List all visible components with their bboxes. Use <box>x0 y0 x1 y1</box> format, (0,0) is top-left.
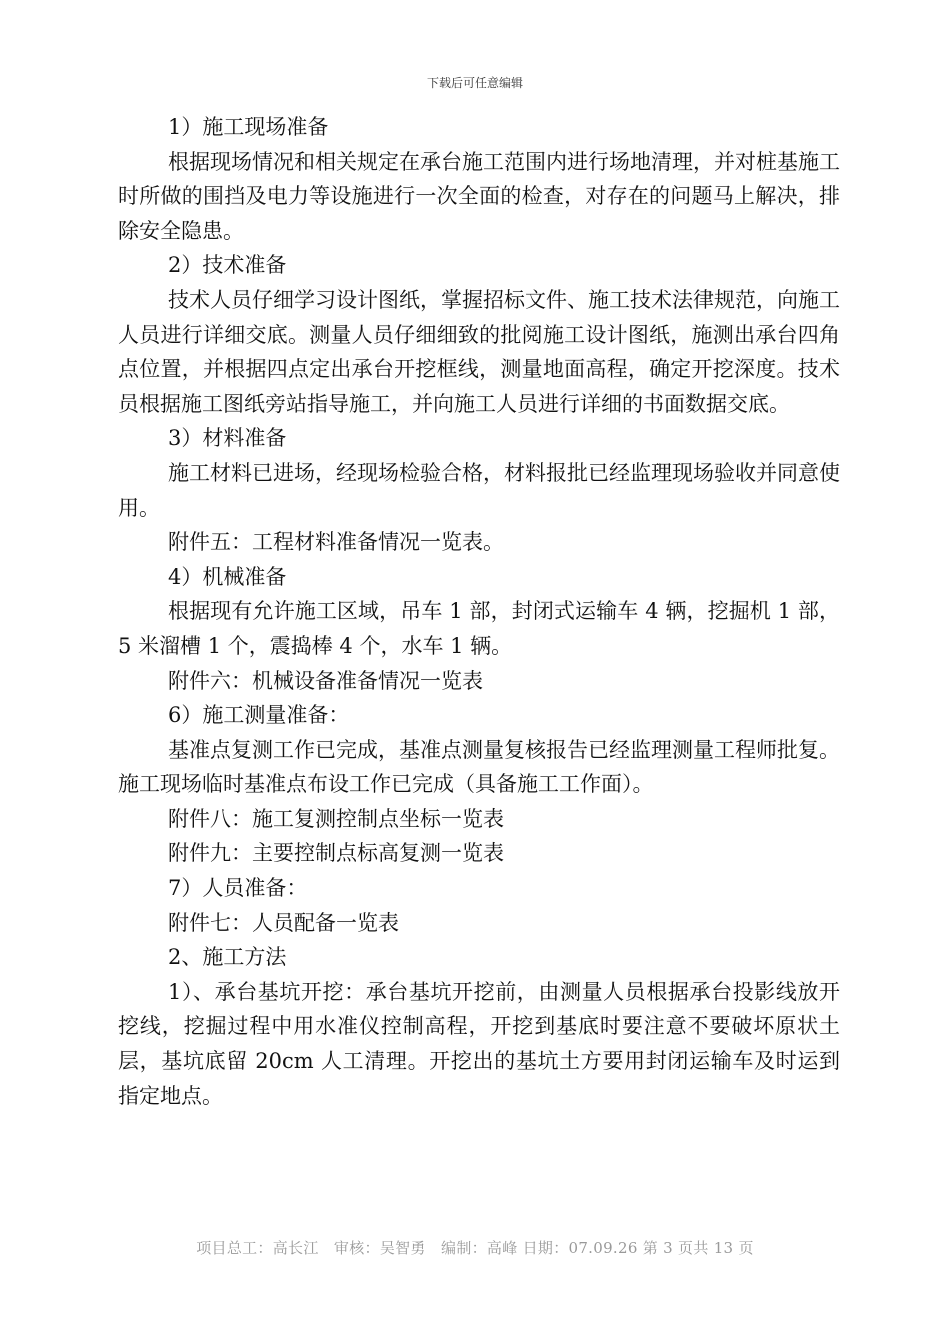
paragraph-survey-preparation: 基准点复测工作已完成，基准点测量复核报告已经监理测量工程师批复。施工现场临时基准点布设工作已完成（具备施工工作面）。 <box>118 737 840 797</box>
attachment-five: 附件五：工程材料准备情况一览表。 <box>168 530 504 555</box>
heading-survey-preparation: 6）施工测量准备： <box>168 703 350 728</box>
page-header-note: 下载后可任意编辑 <box>426 76 523 90</box>
paragraph-technical-preparation: 技术人员仔细学习设计图纸，掌握招标文件、施工技术法律规范，向施工人员进行详细交底。测量人员仔细细致的批阅施工设计图纸，施测出承台四角点位置，并根据四点定出承台开挖框线，测量地面高程，确定开挖深度。技术员根据施工图纸旁站指导施工，并向施工人员进行详细的书面数据交底。 <box>118 287 840 416</box>
paragraph-site-preparation: 根据现场情况和相关规定在承台施工范围内进行场地清理，并对桩基施工时所做的围挡及电力等设施进行一次全面的检查，对存在的问题马上解决，排除安全隐患。 <box>118 149 840 243</box>
attachment-seven: 附件七：人员配备一览表 <box>168 910 399 935</box>
attachment-nine: 附件九：主要控制点标高复测一览表 <box>168 841 504 866</box>
heading-technical-preparation: 2）技术准备 <box>168 253 287 278</box>
heading-site-preparation: 1）施工现场准备 <box>168 115 329 139</box>
attachment-six: 附件六：机械设备准备情况一览表 <box>168 668 483 693</box>
document-body <box>118 110 840 1113</box>
paragraph-machinery-preparation: 根据现有允许施工区域，吊车 1 部，封闭式运输车 4 辆，挖掘机 1 部，5 米溜槽 1 个，震捣棒 4 个，水车 1 辆。 <box>118 599 840 658</box>
heading-machinery-preparation: 4）机械准备 <box>168 564 287 589</box>
paragraph-foundation-excavation: 1）、承台基坑开挖：承台基坑开挖前，由测量人员根据承台投影线放开挖线，挖掘过程中用水准仪控制高程，开挖到基底时要注意不要破坏原状土层，基坑底留 20cm 人工清理。开挖出的基坑土方要用封闭运输车及时运到指定地点。 <box>118 979 840 1108</box>
heading-personnel-preparation: 7）人员准备： <box>168 876 308 901</box>
heading-construction-method: 2、施工方法 <box>168 945 287 970</box>
paragraph-material-preparation: 施工材料已进场，经现场检验合格，材料报批已经监理现场验收并同意使用。 <box>118 460 840 520</box>
page-footer: 项目总工：高长江 审核：吴智勇 编制：高峰 日期：07.09.26 第 3 页共 13 页 <box>196 1239 754 1257</box>
heading-material-preparation: 3）材料准备 <box>168 426 287 451</box>
attachment-eight: 附件八：施工复测控制点坐标一览表 <box>168 806 504 831</box>
